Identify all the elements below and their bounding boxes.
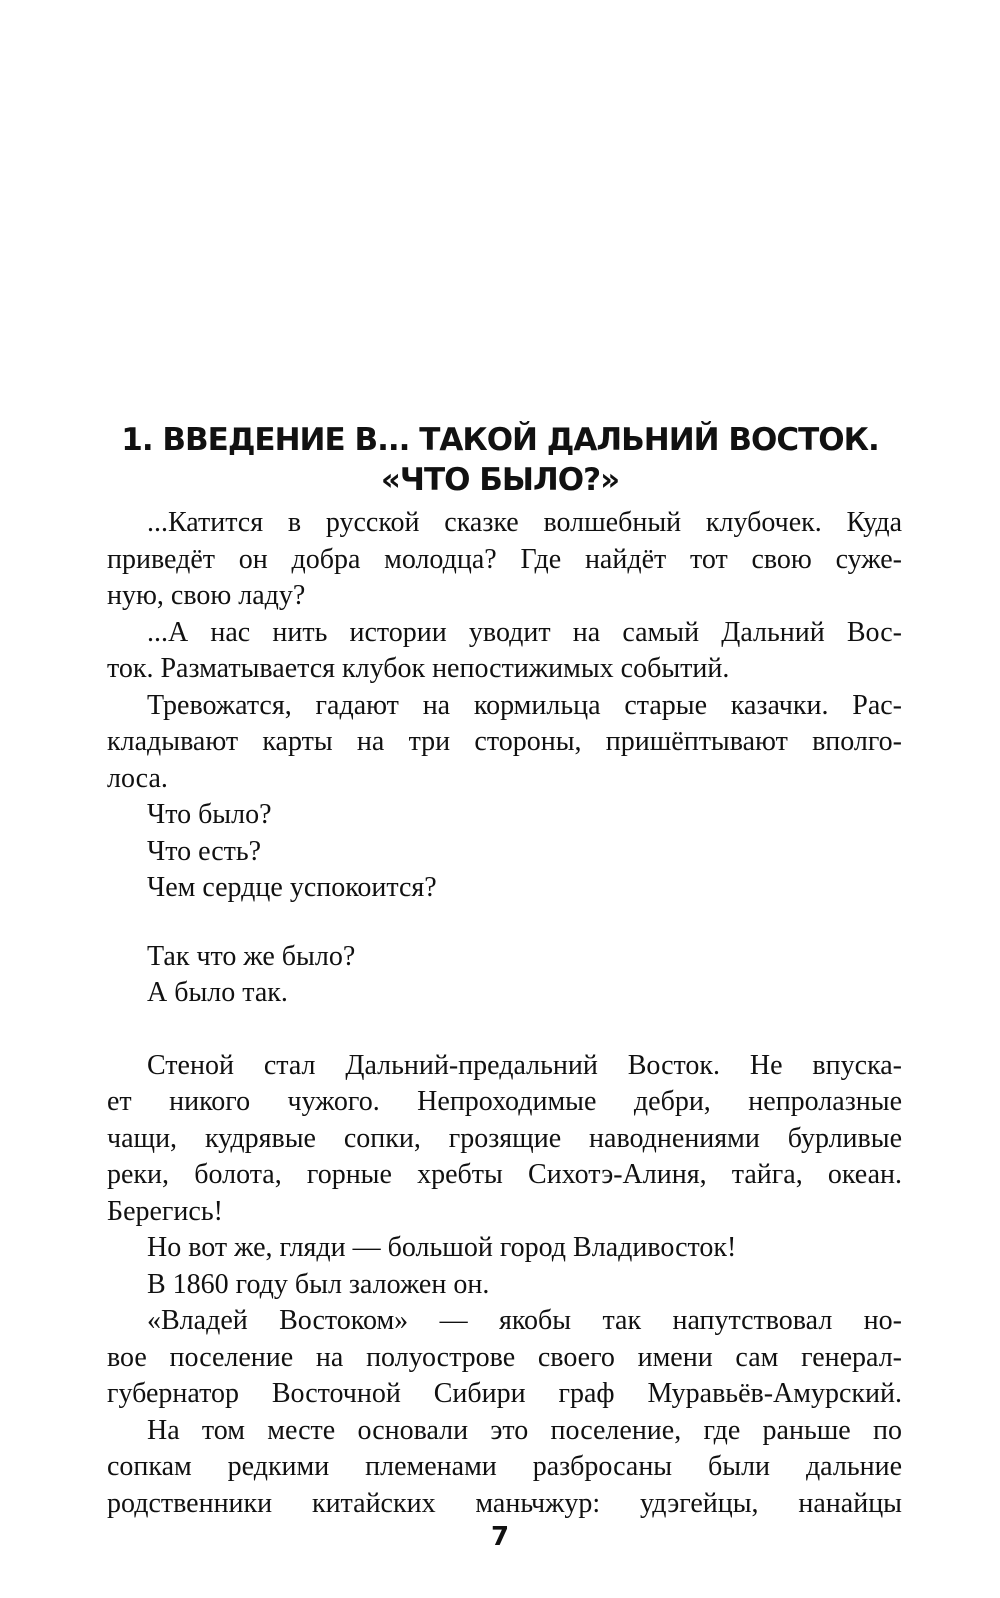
text-line: Что было? [147, 799, 272, 830]
text-line: В 1860 году был заложен он. [147, 1268, 490, 1300]
text-line: Стеной стал Дальний-предальний Восток. Не впуска- [147, 1049, 902, 1081]
text-line: «Владей Востоком» — якобы так напутствовал но- [147, 1305, 902, 1336]
text-line: Но вот же, гляди — большой город Владивосток! [147, 1232, 737, 1263]
chapter-title-line-1: 1. ВВЕДЕНИЕ В... ТАКОЙ ДАЛЬНИЙ ВОСТОК. [121, 422, 879, 458]
paragraph-gap [107, 907, 902, 939]
body-text [107, 505, 902, 1522]
text-line: губернатор Восточной Сибири граф Муравьёв-Амурский. [107, 1378, 902, 1409]
page-number: 7 [490, 1522, 510, 1552]
text-line: вое поселение на полуострове своего имени сам генерал- [107, 1341, 902, 1373]
text-line: Берегись! [107, 1195, 223, 1227]
text-line: ...Катится в русской сказке волшебный клубочек. Куда [147, 507, 902, 538]
text-line: ную, свою ладу? [107, 580, 306, 611]
text-line: сопкам редкими племенами разбросаны были дальние [107, 1451, 902, 1482]
text-line: Тревожатся, гадают на кормильца старые казачки. Рас- [147, 689, 902, 721]
paragraph-gap [107, 1012, 902, 1048]
text-line: чащи, кудрявые сопки, грозящие наводнениями бурливые [107, 1122, 902, 1154]
text-line: ...А нас нить истории уводит на самый Дальний Вос- [147, 616, 902, 648]
text-line: А было так. [147, 977, 288, 1008]
text-line: ет никого чужого. Непроходимые дебри, непролазные [107, 1086, 902, 1117]
text-line: приведёт он добра молодца? Где найдёт тот свою суже- [107, 543, 902, 575]
chapter-title-line-2: «ЧТО БЫЛО?» [380, 462, 620, 498]
text-line: лоса. [107, 762, 168, 794]
text-line: родственники китайских маньчжур: удэгейцы, нанайцы [107, 1487, 902, 1519]
text-line: Так что же было? [147, 940, 356, 972]
text-line: Чем сердце успокоится? [147, 872, 437, 903]
text-line: На том месте основали это поселение, где раньше по [147, 1414, 902, 1446]
text-line: ток. Разматывается клубок непостижимых событий. [107, 653, 730, 684]
text-line: Что есть? [147, 835, 262, 867]
text-line: кладывают карты на три стороны, пришёптывают вполго- [107, 726, 902, 757]
text-line: реки, болота, горные хребты Сихотэ-Алиня, тайга, океан. [107, 1159, 902, 1190]
